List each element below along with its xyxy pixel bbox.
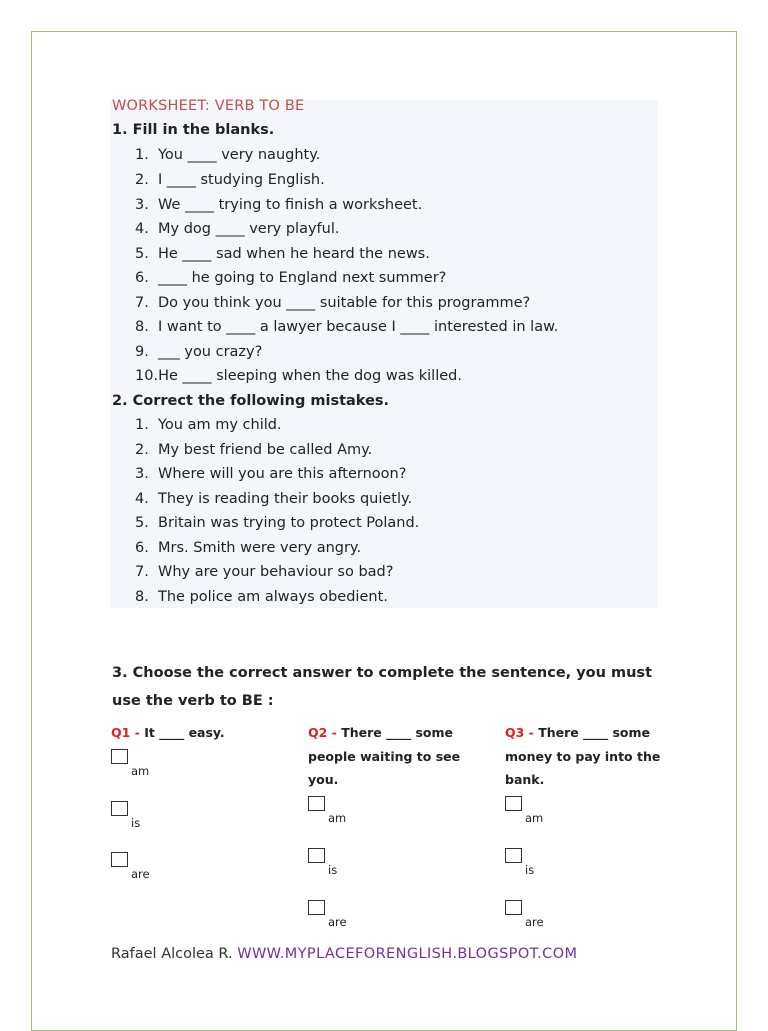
fill-blank-item [135, 319, 558, 335]
item-text: They is reading their books quietly. [158, 491, 413, 507]
item-number: 1. [135, 147, 149, 163]
question-prompt: There ____ some people waiting to see you. [308, 725, 461, 787]
fill-blank-item [135, 270, 446, 286]
item-text: You ____ very naughty. [158, 147, 321, 163]
correction-item [135, 442, 372, 458]
option-label: am [328, 811, 347, 825]
correction-item [135, 417, 282, 433]
item-text: I ____ studying English. [158, 172, 325, 188]
worksheet-title: WORKSHEET: VERB TO BE [112, 98, 305, 114]
checkbox[interactable] [505, 900, 522, 915]
item-text: ____ he going to England next summer? [158, 270, 447, 286]
option-label: am [131, 764, 150, 778]
item-number: 2. [135, 442, 149, 458]
item-number: 8. [135, 319, 149, 335]
option-label: is [131, 816, 141, 830]
question-1-text [111, 721, 296, 745]
question-id: Q1 - [111, 725, 140, 740]
section-3-heading: 3. Choose the correct answer to complete the sentence, you must use the verb to BE : [112, 665, 652, 709]
checkbox[interactable] [308, 796, 325, 811]
correction-item [135, 564, 393, 580]
fill-blank-item [135, 221, 339, 237]
question-prompt: There ____ some money to pay into the bank. [505, 725, 661, 787]
item-text: Britain was trying to protect Poland. [158, 515, 420, 531]
footer [111, 946, 577, 962]
author-name: Rafael Alcolea R. [111, 946, 233, 962]
correction-item [135, 589, 388, 605]
item-text: You am my child. [158, 417, 282, 433]
option-label: is [328, 863, 338, 877]
fill-blank-item [135, 147, 320, 163]
fill-blank-item [135, 197, 422, 213]
question-3-text [505, 721, 670, 792]
item-text: Where will you are this afternoon? [158, 466, 407, 482]
question-id: Q2 - [308, 725, 337, 740]
question-prompt: It ____ easy. [144, 725, 225, 740]
item-number: 1. [135, 417, 149, 433]
item-number: 7. [135, 295, 149, 311]
question-3 [505, 721, 670, 929]
question-1 [111, 721, 296, 881]
item-text: My dog ____ very playful. [158, 221, 340, 237]
item-number: 3. [135, 466, 149, 482]
correction-item [135, 491, 412, 507]
fill-blank-item [135, 246, 430, 262]
option-label: are [131, 867, 150, 881]
item-number: 9. [135, 344, 149, 360]
item-text: He ____ sad when he heard the news. [158, 246, 430, 262]
item-number: 7. [135, 564, 149, 580]
item-text: Mrs. Smith were very angry. [158, 540, 362, 556]
item-number: 6. [135, 270, 149, 286]
question-2 [308, 721, 473, 929]
checkbox[interactable] [505, 848, 522, 863]
item-number: 8. [135, 589, 149, 605]
checkbox[interactable] [505, 796, 522, 811]
website-link[interactable]: WWW.MYPLACEFORENGLISH.BLOGSPOT.COM [237, 946, 578, 962]
checkbox[interactable] [111, 801, 128, 816]
fill-blank-item [135, 368, 462, 384]
item-text: The police am always obedient. [158, 589, 388, 605]
item-number: 2. [135, 172, 149, 188]
option-label: are [328, 915, 347, 929]
item-number: 10. [135, 368, 159, 384]
item-text: I want to ____ a lawyer because I ____ interested in law. [158, 319, 559, 335]
option-label: is [525, 863, 535, 877]
item-text: We ____ trying to finish a worksheet. [158, 197, 423, 213]
item-number: 4. [135, 221, 149, 237]
item-text: He ____ sleeping when the dog was killed. [158, 368, 462, 384]
section-2-heading: 2. Correct the following mistakes. [112, 393, 390, 409]
checkbox[interactable] [111, 852, 128, 867]
fill-blank-item [135, 172, 325, 188]
correction-item [135, 540, 361, 556]
correction-item [135, 466, 406, 482]
question-2-text [308, 721, 473, 792]
item-number: 5. [135, 246, 149, 262]
section-1-heading: 1. Fill in the blanks. [112, 122, 275, 138]
fill-blank-item [135, 344, 262, 360]
item-text: My best friend be called Amy. [158, 442, 373, 458]
item-number: 4. [135, 491, 149, 507]
item-text: ___ you crazy? [158, 344, 263, 360]
question-id: Q3 - [505, 725, 534, 740]
item-text: Why are your behaviour so bad? [158, 564, 394, 580]
checkbox[interactable] [111, 749, 128, 764]
correction-item [135, 515, 419, 531]
item-number: 5. [135, 515, 149, 531]
checkbox[interactable] [308, 848, 325, 863]
fill-blank-item [135, 295, 530, 311]
option-label: are [525, 915, 544, 929]
item-number: 6. [135, 540, 149, 556]
item-text: Do you think you ____ suitable for this programme? [158, 295, 531, 311]
checkbox[interactable] [308, 900, 325, 915]
item-number: 3. [135, 197, 149, 213]
option-label: am [525, 811, 544, 825]
